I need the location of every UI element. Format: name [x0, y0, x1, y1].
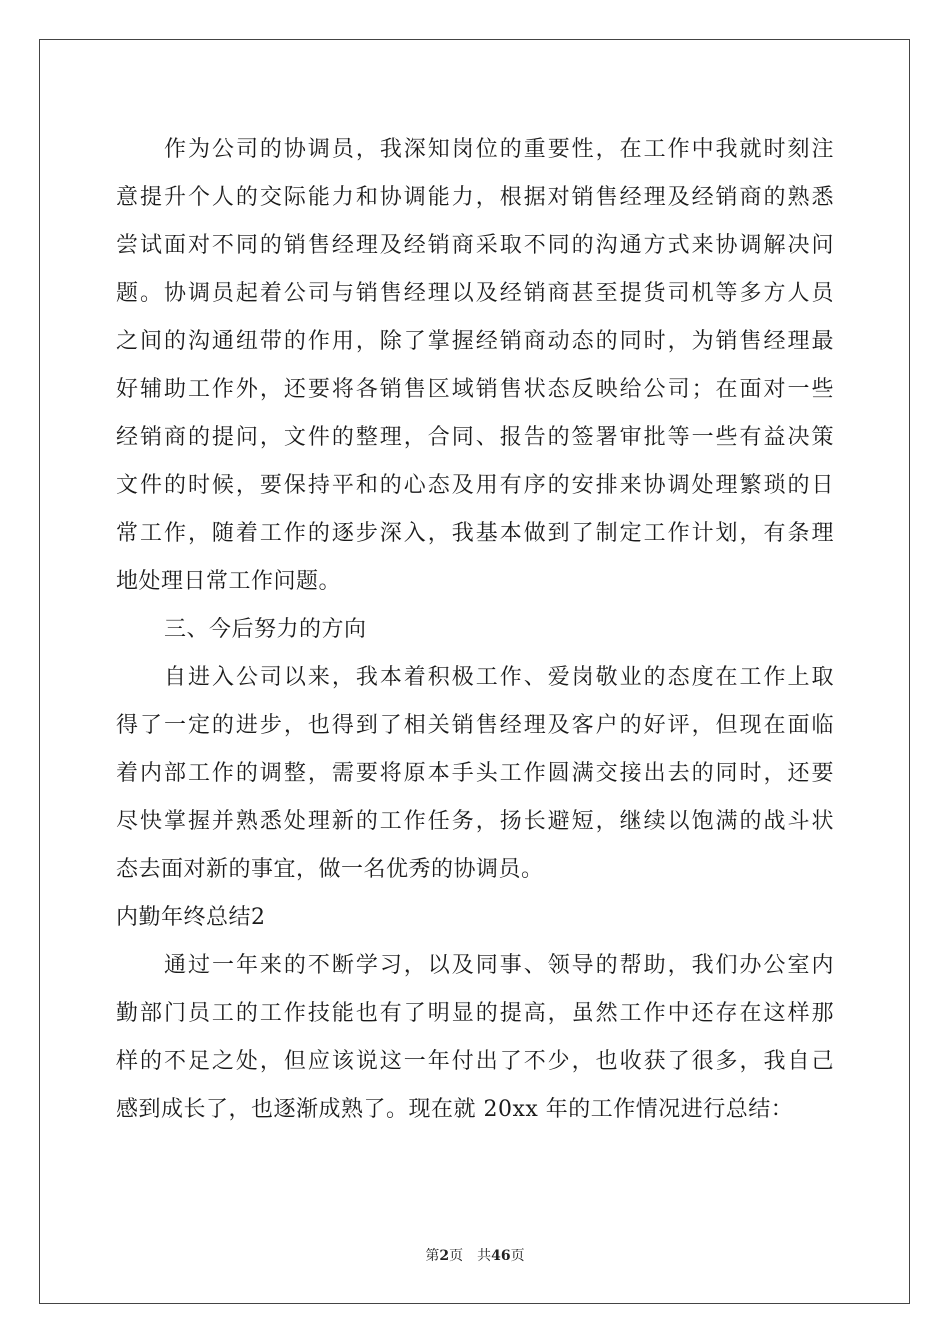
paragraph-line: 尝试面对不同的销售经理及经销商采取不同的沟通方式来协调解决问 — [116, 233, 834, 258]
paragraph-line: 得了一定的进步，也得到了相关销售经理及客户的好评，但现在面临 — [116, 713, 834, 738]
paragraph-line: 地处理日常工作问题。 — [116, 569, 342, 594]
paragraph-line: 之间的沟通纽带的作用，除了掌握经销商动态的同时，为销售经理最 — [116, 329, 834, 354]
paragraph-line: 态去面对新的事宜，做一名优秀的协调员。 — [116, 857, 544, 882]
paragraph-future-direction — [116, 654, 834, 894]
paragraph-line: 自进入公司以来，我本着积极工作、爱岗敬业的态度在工作上取 — [164, 665, 834, 690]
document-body — [116, 126, 834, 1134]
paragraph-line: 意提升个人的交际能力和协调能力，根据对销售经理及经销商的熟悉 — [116, 185, 834, 210]
document-title: 内勤年终总结2 — [116, 905, 266, 930]
paragraph-line: 通过一年来的不断学习，以及同事、领导的帮助，我们办公室内 — [164, 953, 834, 978]
paragraph-line: 常工作，随着工作的逐步深入，我基本做到了制定工作计划，有条理 — [116, 521, 834, 546]
total-suffix: 页 — [510, 1248, 525, 1264]
page-prefix: 第 — [425, 1248, 440, 1264]
paragraph-summary-intro — [116, 942, 834, 1134]
page-footer — [0, 1245, 950, 1265]
total-prefix: 共 — [477, 1248, 492, 1264]
paragraph-line: 经销商的提问，文件的整理，合同、报告的签署审批等一些有益决策 — [116, 425, 834, 450]
paragraph-line: 题。协调员起着公司与销售经理以及经销商甚至提货司机等多方人员 — [116, 281, 834, 306]
paragraph-line: 作为公司的协调员，我深知岗位的重要性，在工作中我就时刻注 — [164, 137, 834, 162]
page-number: 2 — [439, 1248, 450, 1264]
paragraph-line: 尽快掌握并熟悉处理新的工作任务，扬长避短，继续以饱满的战斗状 — [116, 809, 834, 834]
paragraph-line: 感到成长了，也逐渐成熟了。现在就 20xx 年的工作情况进行总结： — [116, 1097, 794, 1122]
paragraph-line: 文件的时候，要保持平和的心态及用有序的安排来协调处理繁琐的日 — [116, 473, 834, 498]
paragraph-line: 勤部门员工的工作技能也有了明显的提高，虽然工作中还存在这样那 — [116, 1001, 834, 1026]
paragraph-line: 好辅助工作外，还要将各销售区域销售状态反映给公司；在面对一些 — [116, 377, 834, 402]
paragraph-line: 样的不足之处，但应该说这一年付出了不少，也收获了很多，我自己 — [116, 1049, 834, 1074]
section-heading: 三、今后努力的方向 — [164, 617, 367, 642]
total-pages: 46 — [491, 1248, 511, 1264]
paragraph-coordinator-role — [116, 126, 834, 606]
page-suffix: 页 — [449, 1248, 464, 1264]
paragraph-line: 着内部工作的调整，需要将原本手头工作圆满交接出去的同时，还要 — [116, 761, 834, 786]
